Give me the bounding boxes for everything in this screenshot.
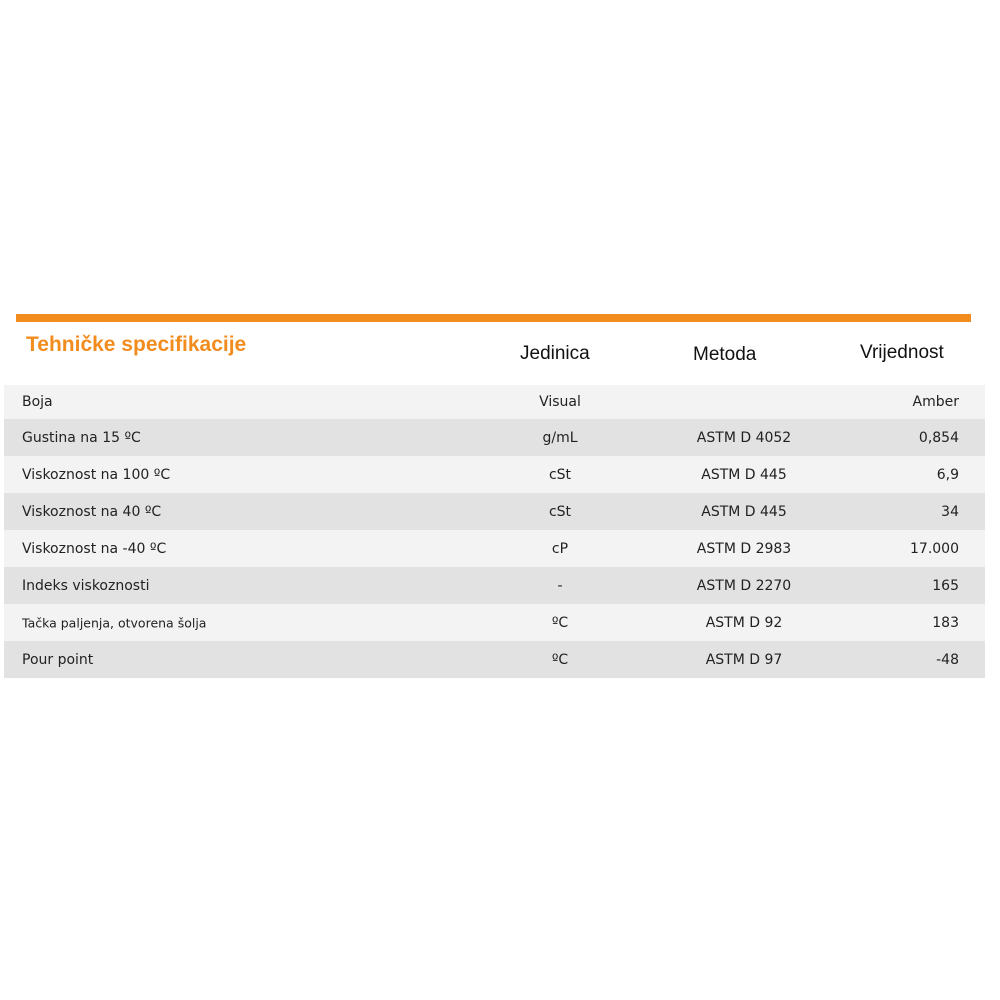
row-name: Viskoznost na 100 ºC (22, 466, 171, 483)
column-header-method: Metoda (693, 344, 757, 365)
row-name: Tačka paljenja, otvorena šolja (22, 615, 207, 630)
row-unit: ºC (551, 651, 569, 668)
table-row (4, 641, 985, 678)
row-name: Indeks viskoznosti (22, 577, 150, 594)
row-method: ASTM D 2270 (696, 577, 792, 594)
row-unit: cSt (548, 466, 572, 483)
row-unit: cSt (548, 503, 572, 520)
row-method: ASTM D 92 (705, 614, 783, 631)
column-header-unit: Jedinica (520, 343, 590, 364)
row-value: Amber (912, 394, 959, 410)
row-unit: ºC (551, 614, 569, 631)
row-name: Boja (22, 394, 53, 410)
row-method: ASTM D 97 (705, 651, 783, 668)
table-row (4, 567, 985, 604)
column-header-value: Vrijednost (860, 342, 944, 363)
row-unit: Visual (539, 394, 581, 410)
row-value: 34 (941, 503, 959, 520)
row-unit: g/mL (542, 429, 578, 446)
section-title: Tehničke specifikacije (26, 333, 247, 356)
spec-table (4, 385, 985, 678)
table-row (4, 604, 985, 641)
table-row (4, 385, 985, 419)
row-method: ASTM D 2983 (696, 540, 792, 557)
table-row (4, 419, 985, 456)
row-unit: - (557, 577, 563, 594)
row-value: 6,9 (936, 466, 959, 483)
row-method: ASTM D 445 (701, 466, 787, 483)
row-name: Viskoznost na 40 ºC (22, 503, 162, 520)
row-value: 0,854 (918, 429, 959, 446)
row-name: Viskoznost na -40 ºC (22, 540, 167, 557)
row-method: ASTM D 445 (701, 503, 787, 520)
row-name: Pour point (22, 651, 94, 668)
orange-header-rule (16, 314, 971, 322)
row-value: 17.000 (910, 540, 959, 557)
row-name: Gustina na 15 ºC (22, 429, 141, 446)
table-row (4, 530, 985, 567)
row-unit: cP (551, 540, 569, 557)
row-value: 183 (932, 614, 959, 631)
row-value: 165 (932, 577, 959, 594)
row-method: ASTM D 4052 (696, 429, 792, 446)
table-row (4, 493, 985, 530)
table-row (4, 456, 985, 493)
row-value: -48 (936, 651, 959, 668)
